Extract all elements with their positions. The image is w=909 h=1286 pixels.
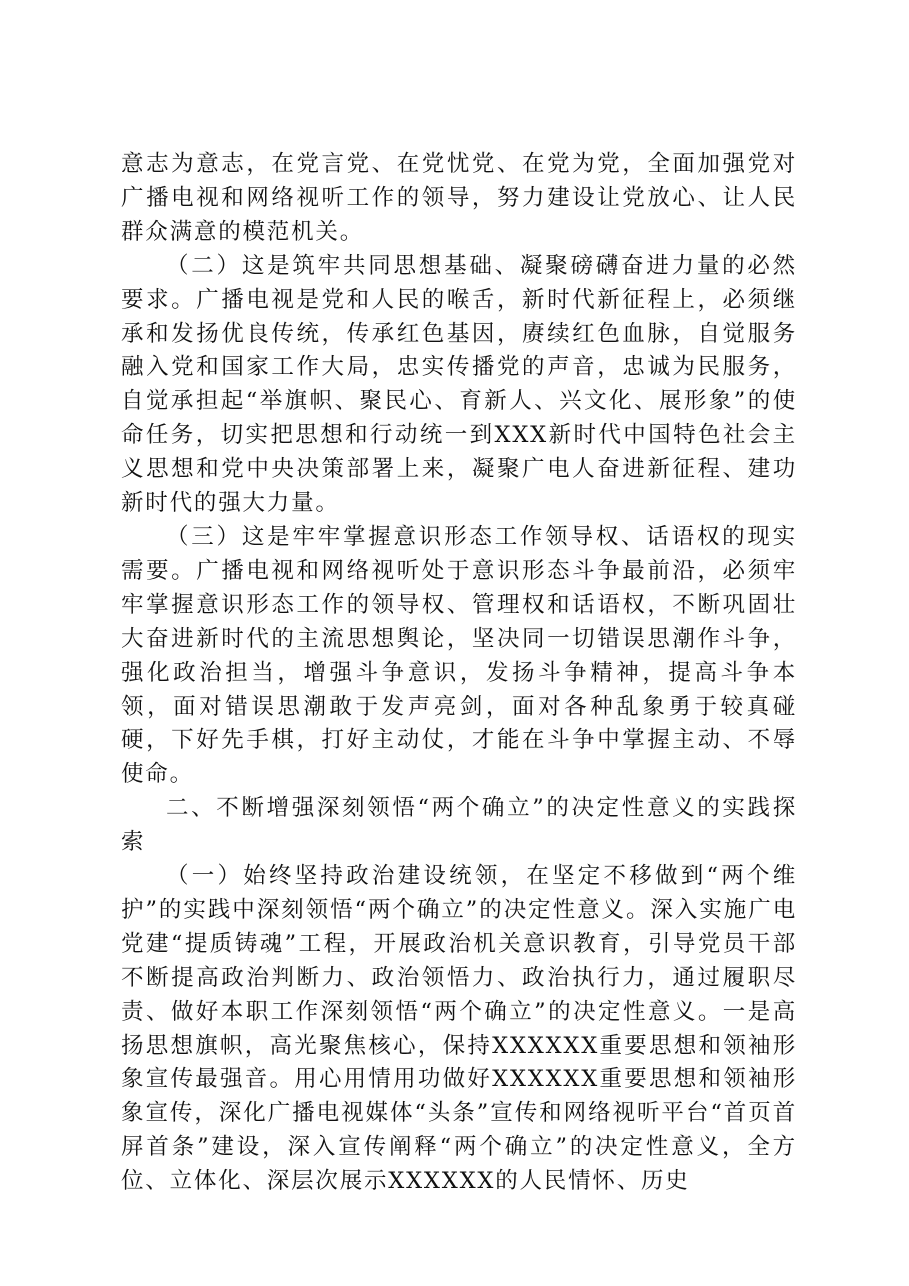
paragraph-section-2: （二）这是筑牢共同思想基础、凝聚磅礴奋进力量的必然要求。广播电视是党和人民的喉舌，新时代新征程上，必须继承和发扬优良传统，传承红色基因，赓续红色血脉，自觉服务融入党和国家工作大局，忠实传播党的声音，忠诚为民服务，自觉承担起“举旗帜、聚民心、育新人、兴文化、展形象”的使命任务，切实把思想和行动统一到XXX新时代中国特色社会主义思想和党中央决策部署上来，凝聚广电人奋进新征程、建功新时代的强大力量。 xyxy=(121,252,797,517)
paragraph-continuation: 意志为意志，在党言党、在党忧党、在党为党，全面加强党对广播电视和网络视听工作的领导，努力建设让党放心、让人民群众满意的模范机关。 xyxy=(121,151,797,245)
heading-part-two: 二、不断增强深刻领悟“两个确立”的决定性意义的实践探索 xyxy=(121,795,797,856)
paragraph-section-3: （三）这是牢牢掌握意识形态工作领导权、话语权的现实需要。广播电视和网络视听处于意识形态斗争最前沿，必须牢牢掌握意识形态工作的领导权、管理权和话语权，不断巩固壮大奋进新时代的主流思想舆论，坚决同一切错误思潮作斗争，强化政治担当，增强斗争意识，发扬斗争精神，提高斗争本领，面对错误思潮敢于发声亮剑，面对各种乱象勇于较真碰硬，下好先手棋，打好主动仗，才能在斗争中掌握主动、不辱使命。 xyxy=(121,523,797,788)
paragraph-part-two-section-1: （一）始终坚持政治建设统领，在坚定不移做到“两个维护”的实践中深刻领悟“两个确立”的决定性意义。深入实施广电党建“提质铸魂”工程，开展政治机关意识教育，引导党员干部不断提高政治判断力、政治领悟力、政治执行力，通过履职尽责、做好本职工作深刻领悟“两个确立”的决定性意义。一是高扬思想旗帜，高光聚焦核心，保持XXXXXX重要思想和领袖形象宣传最强音。用心用情用功做好XXXXXX重要思想和领袖形象宣传，深化广播电视媒体“头条”宣传和网络视听平台“首页首屏首条”建设，深入宣传阐释“两个确立”的决定性意义，全方位、立体化、深层次展示XXXXXX的人民情怀、历史 xyxy=(121,863,797,1195)
document-body xyxy=(121,148,797,1199)
